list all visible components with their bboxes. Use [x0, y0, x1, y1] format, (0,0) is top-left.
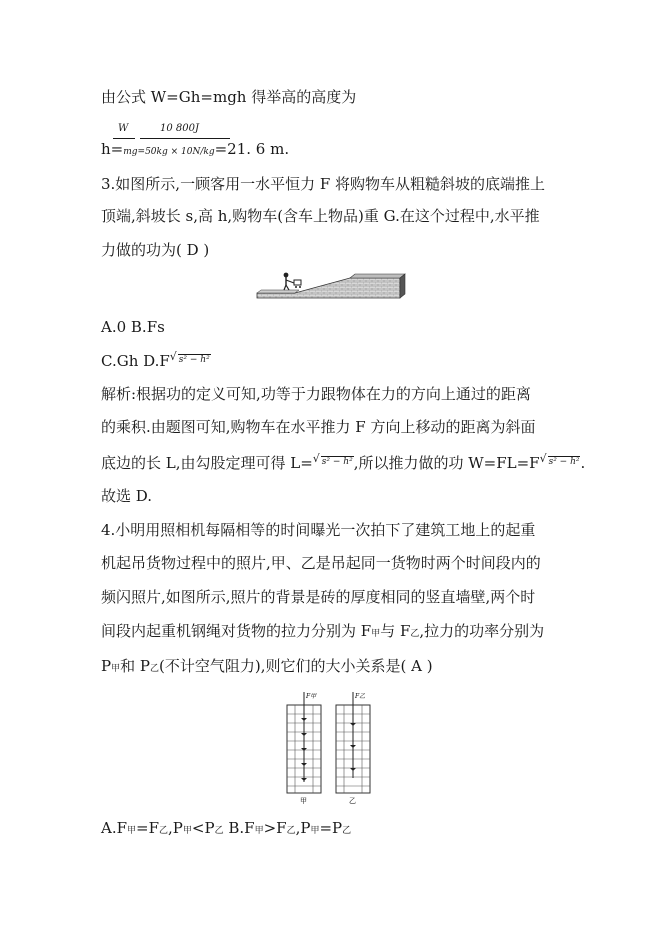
q4-line-4-c: ,拉力的功率分别为	[419, 622, 545, 640]
q4-line-5-b: 和 P	[120, 657, 150, 675]
subscript-jia: 甲	[371, 629, 381, 639]
denominator-values: 50kg × 10N/kg	[145, 147, 215, 157]
q4-option-a-2: =F	[136, 819, 160, 837]
q4-line-4-a: 间段内起重机钢绳对货物的拉力分别为 F	[101, 622, 372, 640]
q3-options-ab: A.0 B.Fs	[101, 318, 165, 336]
q4-option-b-1: B.F	[223, 819, 255, 837]
q4-option-b-4: =P	[319, 819, 343, 837]
q4-options	[101, 818, 351, 841]
q3-line-2: 顶端,斜坡长 s,高 h,购物车(含车上物品)重 G.在这个过程中,水平推	[101, 207, 540, 225]
q4-line-5-c: (不计空气阻力),则它们的大小关系是( A )	[159, 657, 433, 675]
fraction-numerator-w: W	[118, 123, 129, 134]
subscript-yi: 乙	[342, 826, 352, 836]
q4-option-a-1: A.F	[101, 819, 128, 837]
h-equals: h=	[101, 140, 124, 158]
q4-option-a-3: ,P	[168, 819, 183, 837]
formula-intro: 由公式 W=Gh=mgh 得举高的高度为	[101, 88, 357, 106]
subscript-jia: 甲	[182, 826, 192, 836]
subscript-jia: 甲	[254, 826, 264, 836]
q4-line-5-a: P	[101, 657, 112, 675]
q4-line-1: 4.小明用照相机每隔相等的时间曝光一次拍下了建筑工地上的起重	[101, 521, 536, 539]
subscript-jia: 甲	[111, 664, 121, 674]
sqrt-expression: √ s² − h²	[170, 350, 211, 370]
strobe-photo-figure	[284, 690, 384, 808]
subscript-jia: 甲	[310, 826, 320, 836]
subscript-yi: 乙	[214, 826, 224, 836]
analysis-text-a: 底边的长 L,由勾股定理可得 L=	[101, 454, 313, 472]
q4-line-4	[101, 621, 544, 644]
subscript-yi: 乙	[149, 664, 159, 674]
caption-jia: 甲	[300, 797, 307, 805]
slope-cart-figure	[255, 268, 410, 306]
q4-option-a-4: <P	[191, 819, 215, 837]
sqrt-expression-w: √ s² − h²	[540, 452, 581, 472]
q4-line-3: 频闪照片,如图所示,照片的背景是砖的厚度相同的竖直墙壁,两个时	[101, 588, 536, 606]
q3-line-3: 力做的功为( D )	[101, 241, 210, 259]
photo-yi	[336, 692, 370, 793]
sqrt-expression-l: √ s² − h²	[313, 452, 354, 472]
label-f-yi: F乙	[355, 693, 366, 700]
q4-line-2: 机起吊货物过程中的照片,甲、乙是吊起同一货物时两个时间段内的	[101, 554, 541, 572]
subscript-yi: 乙	[410, 629, 420, 639]
analysis-text-b: ,所以推力做的功 W=FL=F	[353, 454, 540, 472]
analysis-line-3	[101, 452, 585, 473]
q4-line-5	[101, 656, 433, 679]
q4-option-b-2: >F	[263, 819, 287, 837]
label-f-jia: F甲	[306, 693, 317, 700]
subscript-jia: 甲	[127, 826, 137, 836]
q3-option-cd-text: C.Gh D.F	[101, 352, 170, 370]
equals-sign: =	[137, 147, 146, 157]
caption-yi: 乙	[349, 797, 356, 805]
q3-line-1: 3.如图所示,一顾客用一水平恒力 F 将购物车从粗糙斜坡的底端推上	[101, 175, 546, 193]
q3-options-cd	[101, 350, 211, 371]
subscript-yi: 乙	[159, 826, 169, 836]
fraction-numerator-value: 10 800J	[160, 123, 199, 134]
analysis-line-2: 的乘积.由题图可知,购物车在水平推力 F 方向上移动的距离为斜面	[101, 418, 536, 436]
analysis-conclusion: 故选 D.	[101, 487, 153, 505]
height-value: =21. 6 m.	[214, 140, 290, 158]
analysis-text-c: .	[580, 454, 586, 472]
height-result-line	[101, 139, 289, 162]
q4-line-4-b: 与 F	[380, 622, 411, 640]
analysis-line-1: 解析:根据功的定义可知,功等于力跟物体在力的方向上通过的距离	[101, 385, 531, 403]
q4-option-b-3: ,P	[295, 819, 311, 837]
subscript-yi: 乙	[286, 826, 296, 836]
photo-jia	[287, 692, 321, 793]
denominator-mg: mg	[123, 147, 138, 157]
